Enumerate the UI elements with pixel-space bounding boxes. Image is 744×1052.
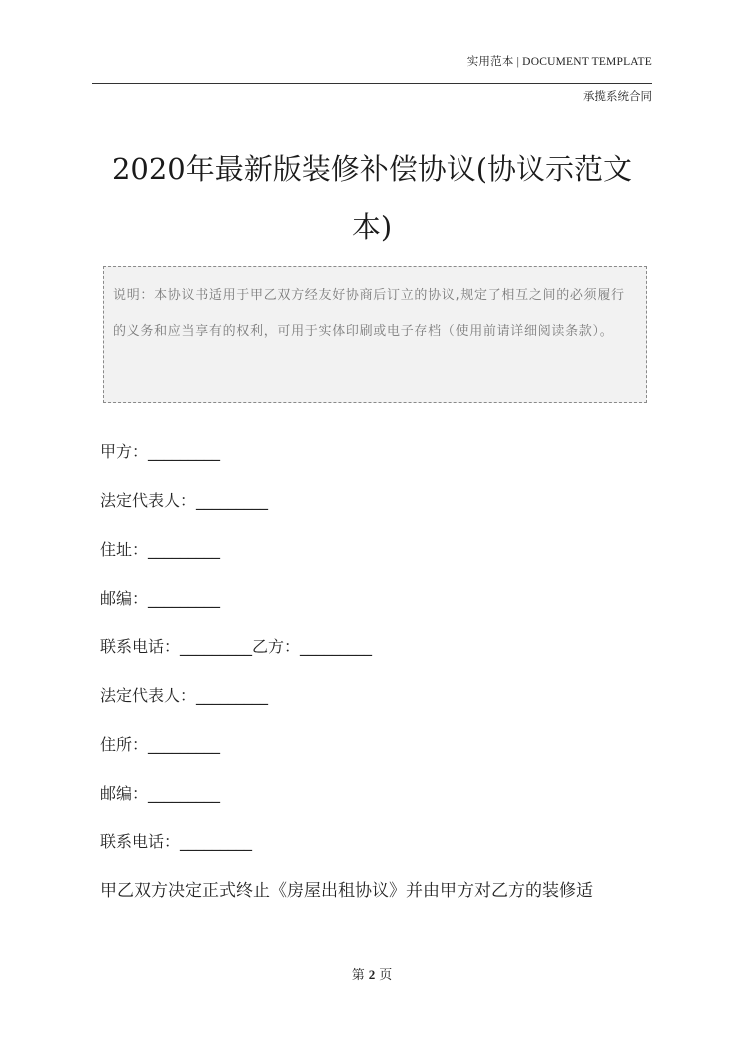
page-footer: [0, 964, 744, 983]
header-top-line: 实用范本 | DOCUMENT TEMPLATE: [466, 56, 652, 68]
field-label: 住所：: [100, 735, 149, 754]
field-blank: _________: [196, 686, 269, 705]
field-blank: _________: [196, 491, 269, 510]
field-label: 法定代表人：: [100, 686, 197, 705]
body-paragraph: 甲乙双方决定正式终止《房屋出租协议》并由甲方对乙方的装修适: [100, 881, 593, 901]
field-label: 联系电话：: [100, 637, 181, 656]
field-label-party-b: 乙方：: [252, 637, 301, 656]
field-blank: _________: [148, 540, 221, 559]
field-legal-rep-b: [100, 686, 268, 706]
field-blank: _________: [148, 735, 221, 754]
field-blank: _________: [180, 832, 253, 851]
field-blank: _________: [180, 637, 253, 656]
field-label: 甲方：: [100, 442, 149, 461]
field-party-a: [100, 442, 220, 462]
header-category: 承揽系统合同: [583, 91, 652, 103]
field-address-a: [100, 540, 220, 560]
footer-suffix: 页: [379, 967, 393, 982]
field-label: 住址：: [100, 540, 149, 559]
document-title: 2020年最新版装修补偿协议(协议示范文本): [111, 152, 633, 244]
field-label: 法定代表人：: [100, 491, 197, 510]
field-blank: _________: [148, 442, 221, 461]
field-postcode-a: [100, 589, 220, 609]
footer-prefix: 第: [351, 967, 365, 982]
field-residence-b: [100, 735, 220, 755]
field-postcode-b: [100, 784, 220, 804]
field-blank: _________: [300, 637, 373, 656]
field-label: 邮编：: [100, 589, 149, 608]
page-number: 2: [368, 967, 376, 982]
field-legal-rep-a: [100, 491, 268, 511]
field-blank: _________: [148, 784, 221, 803]
note-text: 说明：本协议书适用于甲乙双方经友好协商后订立的协议,规定了相互之间的必须履行的义务和应当享有的权利，可用于实体印刷或电子存档（使用前请详细阅读条款）。: [113, 288, 625, 339]
field-blank: _________: [148, 589, 221, 608]
field-label: 邮编：: [100, 784, 149, 803]
header-rule: [92, 83, 652, 84]
field-phone-b: [100, 832, 252, 852]
field-label: 联系电话：: [100, 832, 181, 851]
note-box: [103, 266, 647, 403]
field-phone-a-party-b: [100, 637, 372, 657]
